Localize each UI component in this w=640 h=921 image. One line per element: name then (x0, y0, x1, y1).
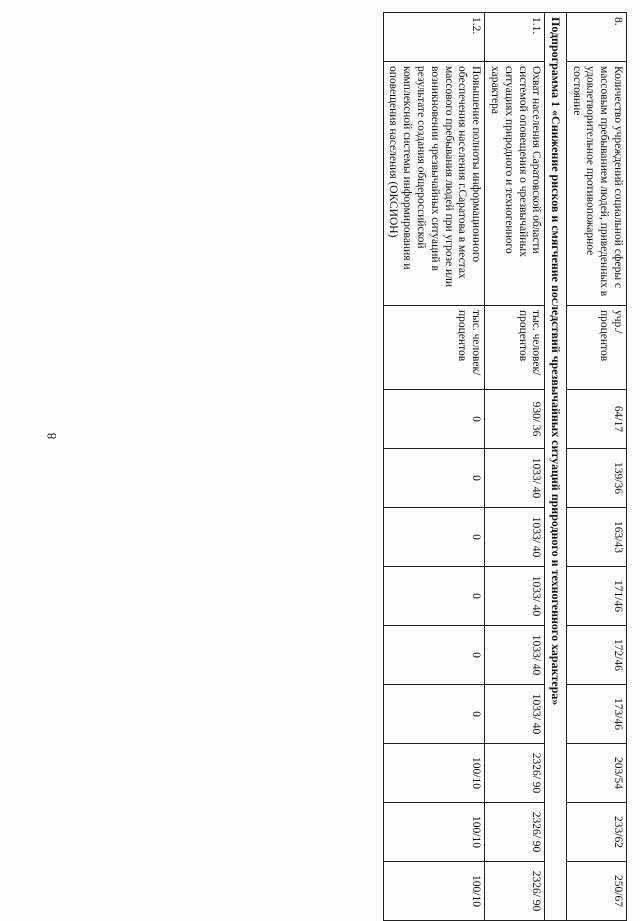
value-cell: 1033/ 40 (485, 508, 545, 567)
value-cell: 0 (383, 508, 485, 567)
value-cell: 1033/ 40 (485, 626, 545, 685)
value-cell: 0 (383, 685, 485, 744)
table-row (485, 13, 545, 921)
row-number: 1.1. (485, 13, 545, 62)
value-cell: 100/10 (383, 744, 485, 803)
value-cell: 0 (383, 390, 485, 449)
value-cell: 2326/ 90 (485, 862, 545, 921)
section-header-row (545, 13, 566, 921)
indicator-name: Повышение полноты информационного обеспечения населения г.Саратова в местах массового пребывания людей при угрозе или возникновении чрезвычайных ситуаций в результате создания общероссийской комплексной системы информирования и оповещения населения (ОКСИОН) (383, 62, 485, 306)
section-title: Подпрограмма 1 «Снижение рисков и смягчение последствий чрезвычайных ситуаций природного и техногенного характера» (545, 13, 566, 921)
value-cell: 1033/ 40 (485, 567, 545, 626)
value-cell: 163/43 (566, 508, 626, 567)
page-number: 8 (44, 432, 59, 440)
value-cell: 203/54 (566, 744, 626, 803)
value-cell: 2326/ 90 (485, 744, 545, 803)
row-number: 1.2. (383, 13, 485, 62)
unit-cell: тыс. человек/ процентов (485, 306, 545, 390)
value-cell: 2326/ 90 (485, 803, 545, 862)
value-cell: 139/36 (566, 449, 626, 508)
indicator-name: Количество учреждений социальной сферы с массовым пребыванием людей, приведенных в удовлетворительное противопожарное состояние (566, 62, 626, 306)
value-cell: 0 (383, 449, 485, 508)
value-cell: 233/62 (566, 803, 626, 862)
value-cell: 172/46 (566, 626, 626, 685)
indicator-name: Охват населения Саратовской области системой оповещения о чрезвычайных ситуациях природного и техногенного характера (485, 62, 545, 306)
unit-cell: учр./ процентов (566, 306, 626, 390)
table-row (383, 13, 485, 921)
value-cell: 100/10 (383, 803, 485, 862)
value-cell: 930/ 36 (485, 390, 545, 449)
value-cell: 0 (383, 626, 485, 685)
row-number: 8. (566, 13, 626, 62)
value-cell: 64/17 (566, 390, 626, 449)
value-cell: 1033/ 40 (485, 449, 545, 508)
value-cell: 250/67 (566, 862, 626, 921)
value-cell: 1033/ 40 (485, 685, 545, 744)
value-cell: 0 (383, 567, 485, 626)
unit-cell: тыс. человек/ процентов (383, 306, 485, 390)
table-row (566, 13, 626, 921)
value-cell: 171/46 (566, 567, 626, 626)
indicator-table (67, 12, 627, 912)
value-cell: 173/46 (566, 685, 626, 744)
value-cell: 100/10 (383, 862, 485, 921)
